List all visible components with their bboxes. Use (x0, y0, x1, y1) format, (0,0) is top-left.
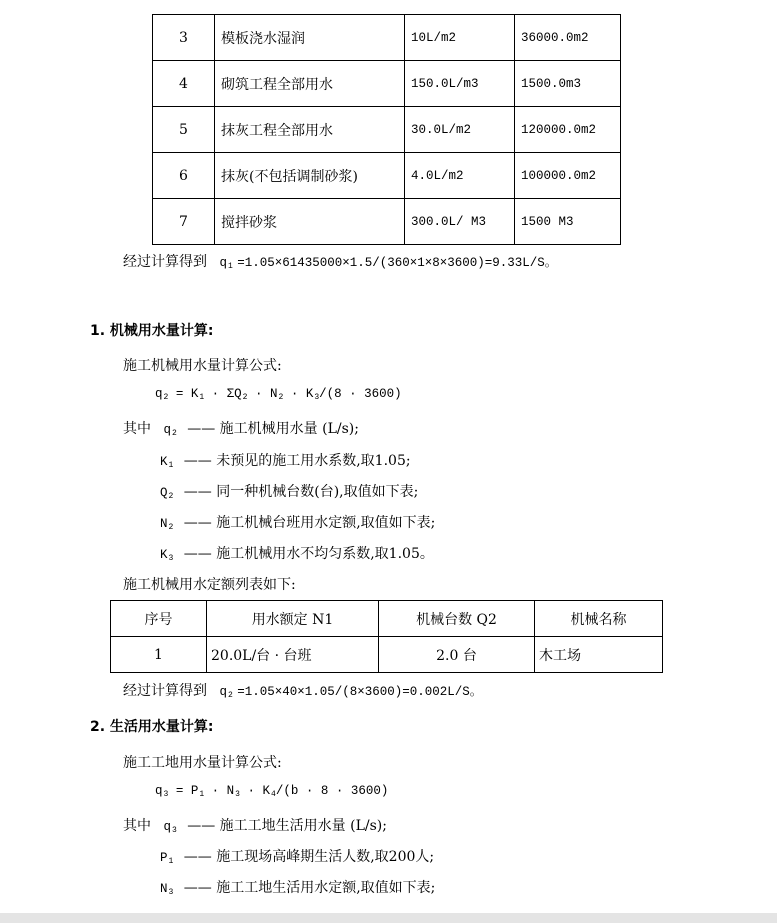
row-number: 3 (153, 15, 215, 61)
calc-prefix: 经过计算得到 (123, 254, 207, 270)
machine-count: 2.0 台 (379, 637, 535, 673)
machinery-quota-table (110, 600, 663, 673)
table-row (153, 199, 621, 245)
calc-formula: =1.05×40×1.05/(8×3600)=0.002L/S。 (237, 685, 483, 699)
quota-value: 300.0L/ M3 (405, 199, 515, 245)
table-row (111, 637, 663, 673)
variable-definition: $Q_2$ —— 同一种机械台数(台),取值如下表; (160, 484, 419, 501)
quota-value: 30.0L/m2 (405, 107, 515, 153)
quantity-value: 120000.0m2 (515, 107, 621, 153)
quota-value: 150.0L/m3 (405, 61, 515, 107)
quantity-value: 36000.0m2 (515, 15, 621, 61)
machine-name: 木工场 (535, 637, 663, 673)
variable-definition: $K_1$ —— 未预见的施工用水系数,取1.05; (160, 453, 411, 470)
section-heading-living: 2. 生活用水量计算: (90, 719, 214, 735)
table-row (153, 153, 621, 199)
row-number: 7 (153, 199, 215, 245)
section-heading-machinery: 1. 机械用水量计算: (90, 323, 214, 339)
table-row (153, 15, 621, 61)
variable-definition: $N_3$ —— 施工工地生活用水定额,取值如下表; (160, 880, 436, 897)
item-name: 砌筑工程全部用水 (215, 61, 405, 107)
variable-definition: $N_2$ —— 施工机械台班用水定额,取值如下表; (160, 515, 436, 532)
quota-value: 20.0L/台 · 台班 (207, 637, 379, 673)
variable-definition: $P_1$ —— 施工现场高峰期生活人数,取200人; (160, 849, 435, 866)
formula-intro: 施工机械用水量计算公式: (123, 358, 282, 374)
item-name: 抹灰(不包括调制砂浆) (215, 153, 405, 199)
item-name: 抹灰工程全部用水 (215, 107, 405, 153)
column-header: 序号 (111, 601, 207, 637)
item-name: 模板浇水湿润 (215, 15, 405, 61)
table-caption: 施工机械用水定额列表如下: (123, 577, 296, 593)
formula-intro: 施工工地用水量计算公式: (123, 755, 282, 771)
bottom-scroll-edge (0, 913, 777, 923)
variable-definition: $K_3$ —— 施工机械用水不均匀系数,取1.05。 (160, 546, 434, 563)
quota-value: 4.0L/m2 (405, 153, 515, 199)
row-number: 6 (153, 153, 215, 199)
calc-prefix: 经过计算得到 (123, 683, 207, 699)
quantity-value: 1500 M3 (515, 199, 621, 245)
calc-symbol: $q_2$ (219, 685, 233, 700)
water-quota-table (152, 14, 621, 245)
where-definition: 其中 $q_2$ —— 施工机械用水量 (L/s); (123, 421, 359, 438)
table-row (153, 61, 621, 107)
calc-symbol: $q_1$ (219, 256, 233, 271)
row-number: 4 (153, 61, 215, 107)
column-header: 机械台数 Q2 (379, 601, 535, 637)
column-header: 用水额定 N1 (207, 601, 379, 637)
calc-formula: =1.05×61435000×1.5/(360×1×8×3600)=9.33L/S。 (237, 256, 558, 270)
quantity-value: 100000.0m2 (515, 153, 621, 199)
calculation-result-1 (123, 251, 557, 271)
where-definition: 其中 $q_3$ —— 施工工地生活用水量 (L/s); (123, 818, 387, 835)
table-row (153, 107, 621, 153)
row-number: 1 (111, 637, 207, 673)
column-header: 机械名称 (535, 601, 663, 637)
living-formula: $q_3 = P_1 \cdot N_3 \cdot K_4/(b \cdot 8 \cdot 3600)$ (155, 784, 389, 799)
quota-value: 10L/m2 (405, 15, 515, 61)
table-header-row (111, 601, 663, 637)
quantity-value: 1500.0m3 (515, 61, 621, 107)
item-name: 搅拌砂浆 (215, 199, 405, 245)
row-number: 5 (153, 107, 215, 153)
calculation-result-2 (123, 680, 482, 700)
machinery-formula: $q_2 = K_1 \cdot \Sigma Q_2 \cdot N_2 \cdot K_3/(8 \cdot 3600)$ (155, 387, 402, 402)
